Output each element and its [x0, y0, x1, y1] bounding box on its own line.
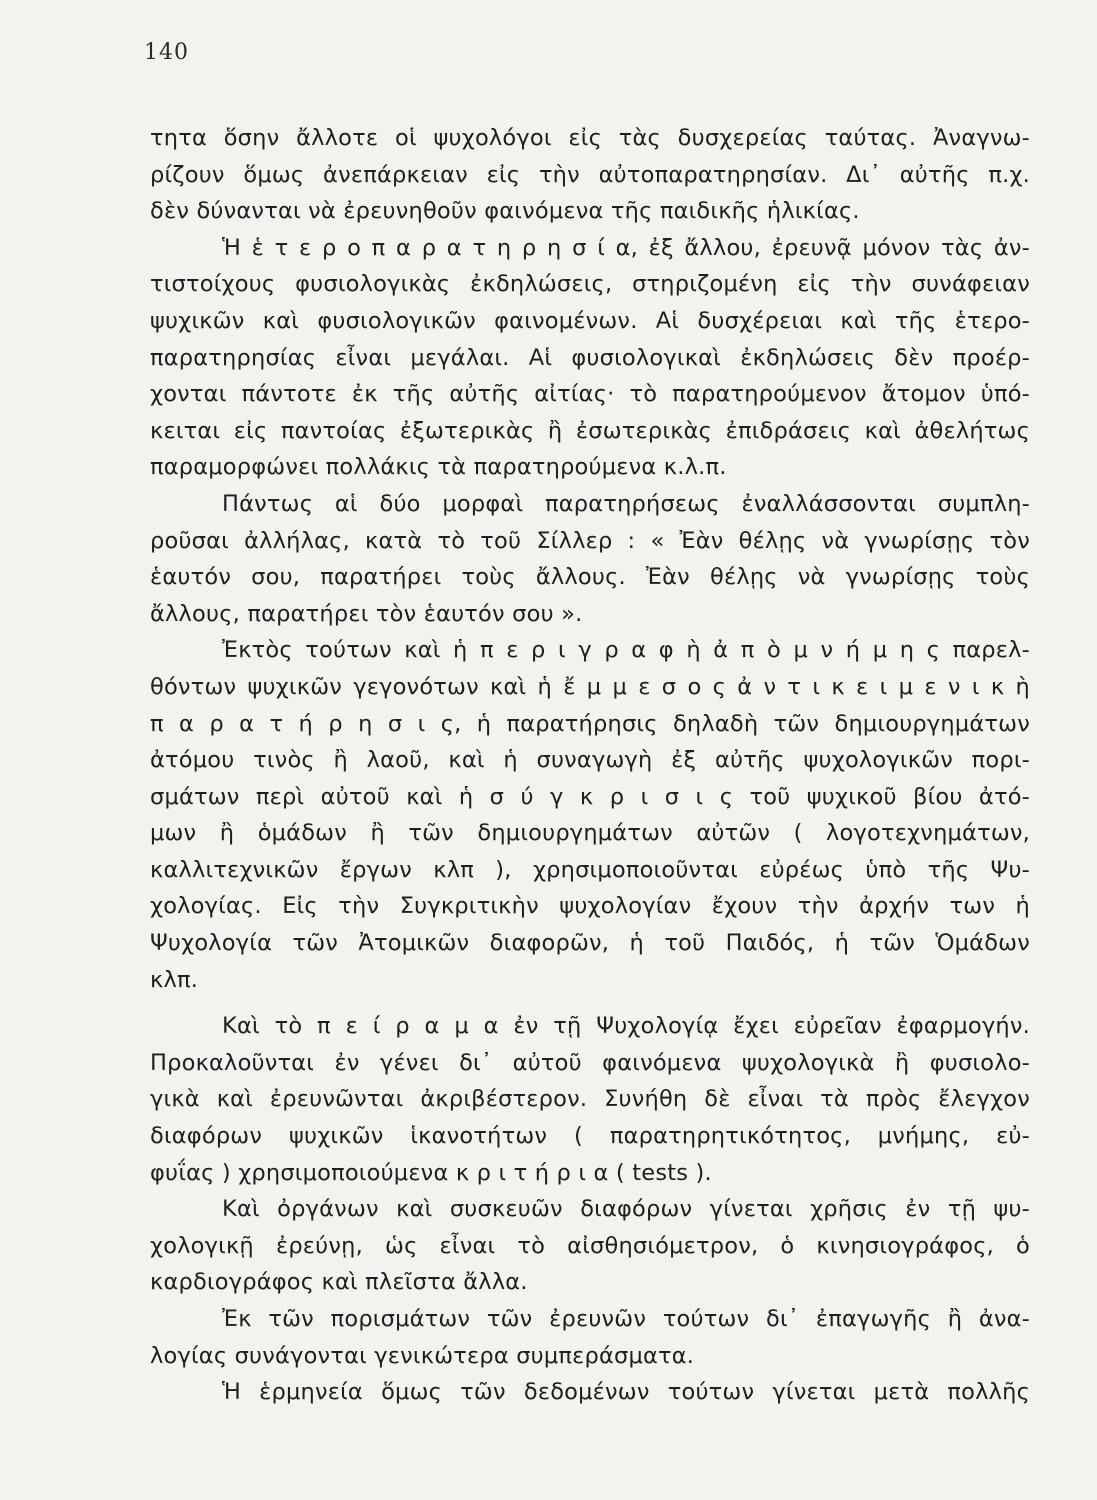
text-line: Προκαλοῦνται ἐν γένει δι᾽ αὐτοῦ φαινόμενα ψυχολογικὰ ἢ φυσιολο- [150, 1049, 1030, 1076]
text-line: τιστοίχους φυσιολογικὰς ἐκδηλώσεις, στηριζομένη εἰς τὴν συνάφειαν [150, 271, 1030, 298]
text-line: παρατηρησίας εἶναι μεγάλαι. Αἱ φυσιολογικαὶ ἐκδηλώσεις δὲν προέρ- [150, 344, 1030, 371]
text-line: διαφόρων ψυχικῶν ἱκανοτήτων ( παρατηρητικότητος, μνήμης, εὐ- [150, 1123, 1030, 1150]
body-text [150, 120, 1030, 1411]
text-line: ροῦσαι ἀλλήλας, κατὰ τὸ τοῦ Σίλλερ : « Ἐὰν θέλῃς νὰ γνωρίσῃς τὸν [150, 527, 1030, 554]
paragraph-start-line: Καὶ ὀργάνων καὶ συσκευῶν διαφόρων γίνεται χρῆσις ἐν τῇ ψυ- [222, 1196, 1030, 1223]
text-line: ψυχικῶν καὶ φυσιολογικῶν φαινομένων. Αἱ δυσχέρειαι καὶ τῆς ἑτερο- [150, 307, 1030, 334]
text-line: κλπ. [150, 966, 199, 993]
paragraph-start-line: Ἐκ τῶν πορισμάτων τῶν ἐρευνῶν τούτων δι᾽ ἐπαγωγῆς ἢ ἀνα- [222, 1306, 1030, 1332]
paragraph-start-line: Ἡ ἑρμηνεία ὅμως τῶν δεδομένων τούτων γίνεται μετὰ πολλῆς [222, 1379, 1030, 1406]
text-line: τητα ὅσην ἄλλοτε οἱ ψυχολόγοι εἰς τὰς δυσχερείας ταύτας. Ἀναγνω- [150, 125, 1030, 151]
text-line: καλλιτεχνικῶν ἔργων κλπ ), χρησιμοποιοῦνται εὐρέως ὑπὸ τῆς Ψυ- [150, 856, 1030, 883]
paragraph-start-line: Ἡ ἑ τ ε ρ ο π α ρ α τ η ρ η σ ί α, ἐξ ἄλλου, ἐρευνᾷ μόνον τὰς ἀν- [222, 234, 1030, 261]
text-line: παραμορφώνει πολλάκις τὰ παρατηρούμενα κ.λ.π. [150, 454, 727, 481]
text-line: γικὰ καὶ ἐρευνῶνται ἀκριβέστερον. Συνήθη δὲ εἶναι τὰ πρὸς ἔλεγχον [150, 1086, 1030, 1113]
text-line: ἄλλους, παρατήρει τὸν ἑαυτόν σου ». [150, 600, 583, 627]
text-line: χολογικῇ ἐρεύνῃ, ὡς εἶναι τὸ αἰσθησιόμετρον, ὁ κινησιογράφος, ὁ [150, 1232, 1030, 1259]
text-line: Ψυχολογία τῶν Ἀτομικῶν διαφορῶν, ἡ τοῦ Παιδός, ἡ τῶν Ὁμάδων [150, 930, 1030, 957]
text-line: φυΐας ) χρησιμοποιούμενα κ ρ ι τ ή ρ ι α ( tests ). [150, 1159, 712, 1186]
text-line: χολογίας. Εἰς τὴν Συγκριτικὴν ψυχολογίαν ἔχουν τὴν ἀρχήν των ἡ [150, 893, 1030, 920]
text-line: κειται εἰς παντοίας ἐξωτερικὰς ἢ ἐσωτερικὰς ἐπιδράσεις καὶ ἀθελήτως [150, 417, 1030, 444]
text-line: ἑαυτόν σου, παρατήρει τοὺς ἄλλους. Ἐὰν θέλῃς νὰ γνωρίσῃς τοὺς [150, 564, 1030, 591]
text-line: μων ἢ ὁμάδων ἢ τῶν δημιουργημάτων αὐτῶν ( λογοτεχνημάτων, [150, 820, 1030, 847]
paragraph-start-line: Ἐκτὸς τούτων καὶ ἡ π ε ρ ι γ ρ α φ ὴ ἀ π ὸ μ ν ή μ η ς παρελ- [222, 637, 1030, 664]
page-number: 140 [144, 40, 189, 65]
paragraph-start-line: Καὶ τὸ π ε ί ρ α μ α ἐν τῇ Ψυχολογίᾳ ἔχει εὐρεῖαν ἐφαρμογήν. [222, 1013, 1030, 1040]
text-line: καρδιογράφος καὶ πλεῖστα ἄλλα. [150, 1269, 528, 1296]
text-line: χονται πάντοτε ἐκ τῆς αὐτῆς αἰτίας· τὸ παρατηρούμενον ἄτομον ὑπό- [150, 381, 1030, 408]
text-line: δὲν δύνανται νὰ ἐρευνηθοῦν φαινόμενα τῆς παιδικῆς ἡλικίας. [150, 198, 860, 225]
text-line: σμάτων περὶ αὐτοῦ καὶ ἡ σ ύ γ κ ρ ι σ ι ς τοῦ ψυχικοῦ βίου ἀτό- [150, 783, 1030, 810]
text-line: π α ρ α τ ή ρ η σ ι ς, ἡ παρατήρησις δηλαδὴ τῶν δημιουργημάτων [150, 710, 1030, 737]
text-line: ἀτόμου τινὸς ἢ λαοῦ, καὶ ἡ συναγωγὴ ἐξ αὐτῆς ψυχολογικῶν πορι- [150, 747, 1030, 774]
text-line: ρίζουν ὅμως ἀνεπάρκειαν εἰς τὴν αὐτοπαρατηρησίαν. Δι᾽ αὐτῆς π.χ. [150, 161, 1030, 188]
text-line: θόντων ψυχικῶν γεγονότων καὶ ἡ ἔ μ μ ε σ ο ς ἀ ν τ ι κ ε ι μ ε ν ι κ ὴ [150, 673, 1030, 700]
text-line: λογίας συνάγονται γενικώτερα συμπεράσματα. [150, 1342, 695, 1369]
paragraph-start-line: Πάντως αἱ δύο μορφαὶ παρατηρήσεως ἐναλλάσσονται συμπλη- [222, 490, 1030, 517]
